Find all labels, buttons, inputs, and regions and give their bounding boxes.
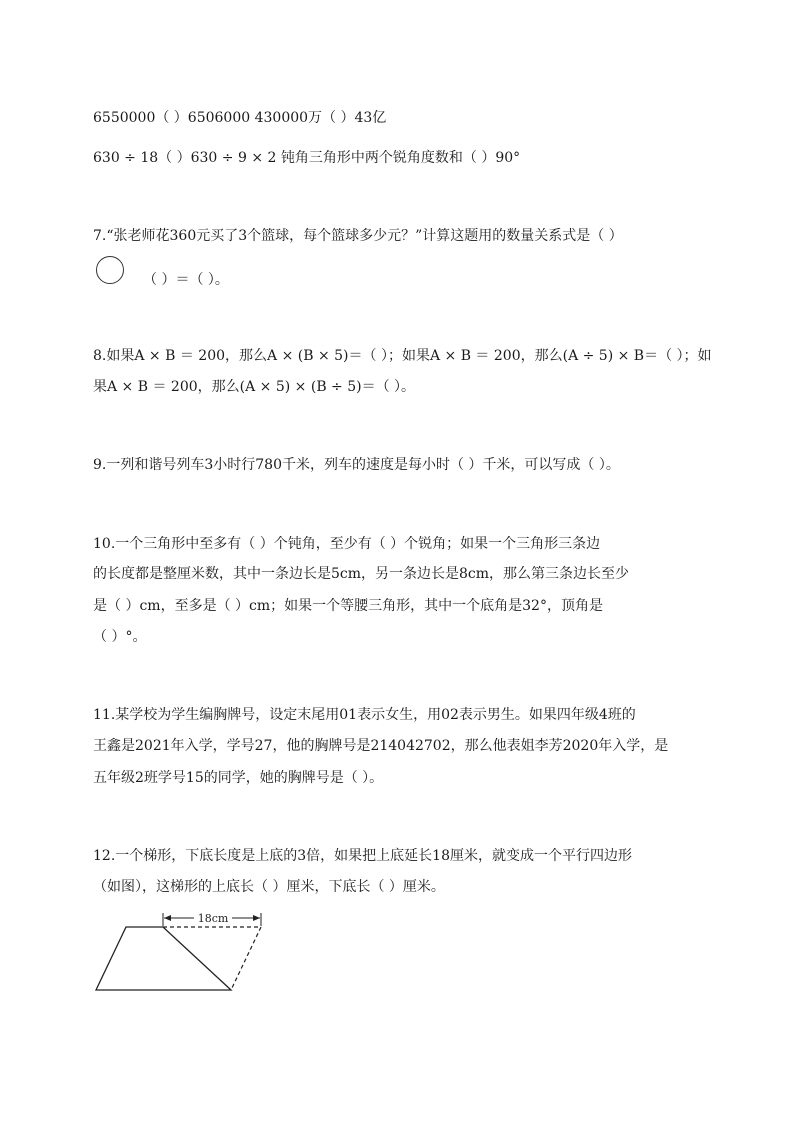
trapezoid-shape [96,927,231,990]
q10-line-1: 10.一个三角形中至多有（ ）个钝角，至少有（ ）个锐角；如果一个三角形三条边 [93,536,601,552]
q8-line-1: 8.如果A × B ＝ 200，那么A × (B × 5)＝（ ）；如果A × B ＝ 200，那么(A ÷ 5) × B＝（ ）；如 [93,348,712,364]
q9-line-1: 9.一列和谐号列车3小时行780千米，列车的速度是每小时（ ）千米，可以写成（ ）。 [93,457,620,473]
q6-line-2: 630 ÷ 18（ ）630 ÷ 9 × 2 钝角三角形中两个锐角度数和（ ）90° [93,150,521,166]
dimension-arrow-left [164,915,171,921]
dimension-arrow-right [253,915,260,921]
q12-line-1: 12.一个梯形，下底长度是上底的3倍，如果把上底延长18厘米，就变成一个平行四边形 [93,848,632,864]
q7-line-1: 7.“张老师花360元买了3个篮球，每个篮球多少元？”计算这题用的数量关系式是（ ） [93,228,623,244]
q11-line-1: 11.某学校为学生编胸牌号，设定末尾用01表示女生，用02表示男生。如果四年级4班的 [93,707,636,723]
q7-line-2: （ ）＝（ ）。 [143,272,229,288]
q8-line-2: 果A × B ＝ 200，那么(A × 5) × (B ÷ 5)＝（ ）。 [93,379,416,395]
q11-line-3: 五年级2班学号15的同学，她的胸牌号是（ ）。 [93,770,384,786]
answer-circle [96,256,124,284]
dimension-label: 18cm [197,912,229,925]
q11-line-2: 王鑫是2021年入学，学号27，他的胸牌号是214042702，那么他表姐李芳2020年入学，是 [93,738,669,754]
q10-line-2: 的长度都是整厘米数，其中一条边长是5cm，另一条边长是8cm，那么第三条边长至少 [93,566,630,582]
q10-line-4: （ ）°。 [93,629,147,645]
q10-line-3: 是（ ）cm，至多是（ ）cm；如果一个等腰三角形，其中一个底角是32°，顶角是 [93,598,603,614]
trapezoid-figure [90,906,280,996]
parallelogram-dashed-extension [163,927,261,990]
q12-line-2: （如图），这梯形的上底长（ ）厘米，下底长（ ）厘米。 [93,879,445,895]
q6-line-1: 6550000（ ）6506000 430000万（ ）43亿 [93,110,387,126]
